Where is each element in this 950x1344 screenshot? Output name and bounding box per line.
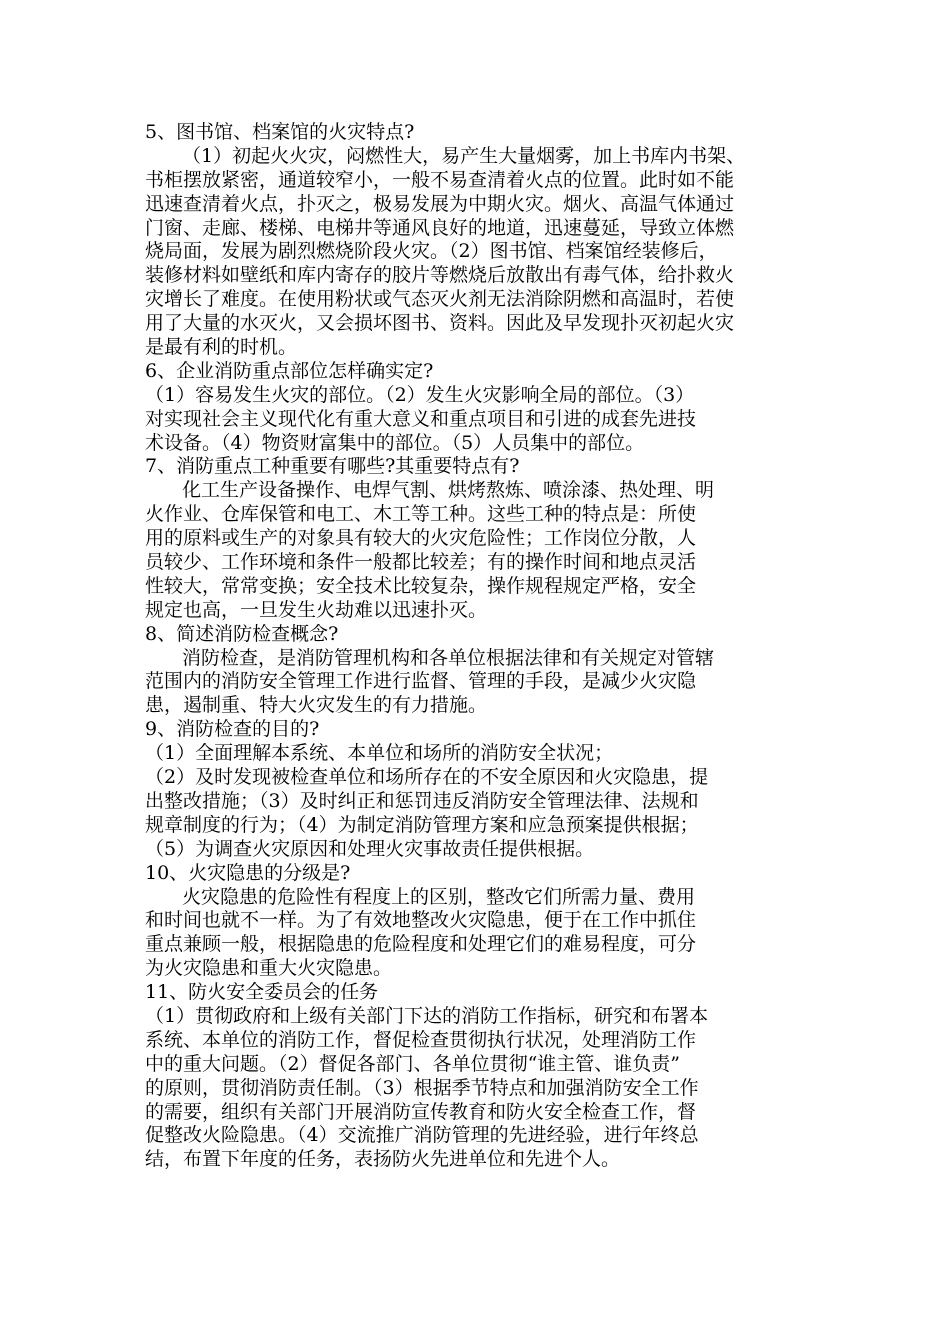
paragraph-line: 性较大，常常变换；安全技术比较复杂，操作规程规定严格，安全 xyxy=(145,574,697,597)
paragraph-line: 术设备。（4）物资财富集中的部位。（5）人员集中的部位。 xyxy=(145,431,645,454)
paragraph-line: 火作业、仓库保管和电工、木工等工种。这些工种的特点是：所使 xyxy=(145,503,697,526)
document-page xyxy=(145,121,810,1172)
paragraph-line: 规定也高，一旦发生火劫难以迅速扑灭。 xyxy=(145,598,488,621)
question-heading: 6、企业消防重点部位怎样确实定? xyxy=(145,359,434,382)
paragraph-line: （5）为调查火灾原因和处理火灾事故责任提供根据。 xyxy=(145,837,595,860)
paragraph-line: 是最有利的时机。 xyxy=(145,336,298,359)
question-heading: 10、火灾隐患的分级是? xyxy=(145,861,351,884)
paragraph-line: 消防检查，是消防管理机构和各单位根据法律和有关规定对管辖 xyxy=(182,646,715,669)
paragraph-line: 对实现社会主义现代化有重大意义和重点项目和引进的成套先进技 xyxy=(145,407,697,430)
paragraph-line: （1）全面理解本系统、本单位和场所的消防安全状况； xyxy=(145,742,614,765)
paragraph-line: 火灾隐患的危险性有程度上的区别，整改它们所需力量、费用 xyxy=(182,885,696,908)
paragraph-line: （1）初起火火灾，闷燃性大，易产生大量烟雾，加上书库内书架、 xyxy=(182,144,746,167)
paragraph-line: 和时间也就不一样。为了有效地整改火灾隐患，便于在工作中抓住 xyxy=(145,909,697,932)
paragraph-line: 规章制度的行为；（4）为制定消防管理方案和应急预案提供根据； xyxy=(145,813,699,836)
paragraph-line: 灾增长了难度。在使用粉状或气态灭火剂无法消除阴燃和高温时，若使 xyxy=(145,288,735,311)
paragraph-line: 为火灾隐患和重大火灾隐患。 xyxy=(145,957,393,980)
paragraph-line: 出整改措施；（3）及时纠正和惩罚违反消防安全管理法律、法规和 xyxy=(145,789,699,812)
paragraph-line: 患，遏制重、特大火灾发生的有力措施。 xyxy=(145,694,488,717)
paragraph-line: 促整改火险隐患。（4）交流推广消防管理的先进经验，进行年终总 xyxy=(145,1124,699,1147)
paragraph-line: 烧局面，发展为剧烈燃烧阶段火灾。（2）图书馆、档案馆经装修后， xyxy=(145,240,718,263)
question-heading: 11、防火安全委员会的任务 xyxy=(145,981,379,1004)
question-heading: 9、消防检查的目的? xyxy=(145,718,320,741)
paragraph-line: 用了大量的水灭火，又会损坏图书、资料。因此及早发现扑灭初起火灾 xyxy=(145,312,735,335)
paragraph-line: 员较少、工作环境和条件一般都比较差；有的操作时间和地点灵活 xyxy=(145,551,697,574)
paragraph-line: 系统、本单位的消防工作，督促检查贯彻执行状况，处理消防工作 xyxy=(145,1028,697,1051)
paragraph-line: （2）及时发现被检查单位和场所存在的不安全原因和火灾隐患，提 xyxy=(145,766,709,789)
question-heading: 5、图书馆、档案馆的火灾特点? xyxy=(145,121,415,143)
paragraph-line: 化工生产设备操作、电焊气割、烘烤熬炼、喷涂漆、热处理、明 xyxy=(182,479,715,502)
paragraph-line: 重点兼顾一般，根据隐患的危险程度和处理它们的难易程度，可分 xyxy=(145,933,697,956)
paragraph-line: 门窗、走廊、楼梯、电梯井等通风良好的地道，迅速蔓延，导致立体燃 xyxy=(145,216,735,239)
paragraph-line: （1）容易发生火灾的部位。（2）发生火灾影响全局的部位。（3） xyxy=(145,383,695,406)
paragraph-line: 结，布置下年度的任务，表扬防火先进单位和先进个人。 xyxy=(145,1148,621,1171)
paragraph-line: 装修材料如壁纸和库内寄存的胶片等燃烧后放散出有毒气体，给扑救火 xyxy=(145,264,735,287)
paragraph-line: （1）贯彻政府和上级有关部门下达的消防工作指标，研究和布署本 xyxy=(145,1004,709,1027)
question-heading: 7、消防重点工种重要有哪些?其重要特点有? xyxy=(145,455,520,478)
paragraph-line: 用的原料或生产的对象具有较大的火灾危险性；工作岗位分散，人 xyxy=(145,527,697,550)
paragraph-line: 迅速查清着火点，扑灭之，极易发展为中期火灾。烟火、高温气体通过 xyxy=(145,192,735,215)
paragraph-line: 的原则，贯彻消防责任制。（3）根据季节特点和加强消防安全工作 xyxy=(145,1076,699,1099)
paragraph-line: 的需要，组织有关部门开展消防宣传教育和防火安全检查工作，督 xyxy=(145,1100,697,1123)
question-heading: 8、简述消防检查概念? xyxy=(145,622,339,645)
paragraph-line: 中的重大问题。（2）督促各部门、各单位贯彻“谁主管、谁负责” xyxy=(145,1052,681,1075)
paragraph-line: 书柜摆放紧密，通道较窄小，一般不易查清着火点的位置。此时如不能 xyxy=(145,168,735,191)
paragraph-line: 范围内的消防安全管理工作进行监督、管理的手段，是减少火灾隐 xyxy=(145,670,697,693)
